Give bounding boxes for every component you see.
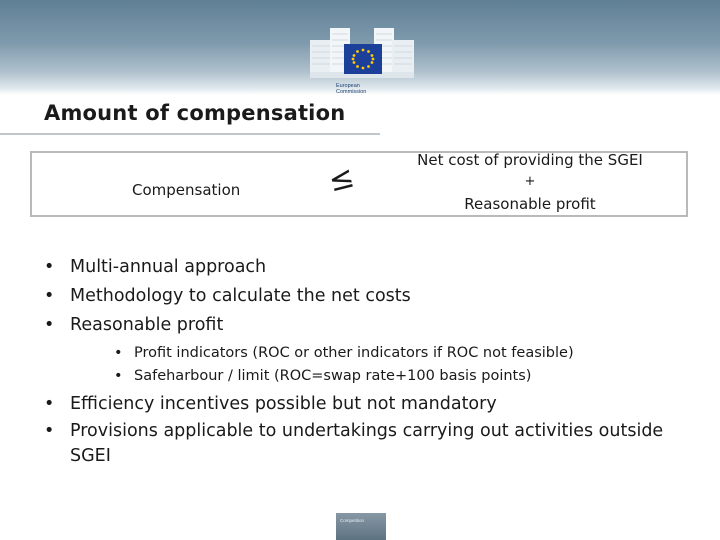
- formula-rhs-line2: Reasonable profit: [464, 195, 596, 213]
- footer-logo-text: Competition: [340, 518, 365, 523]
- formula-rhs-line1: Net cost of providing the SGEI: [417, 151, 643, 169]
- footer-competition-logo: [336, 513, 386, 540]
- list-item: [44, 419, 684, 469]
- logo-text: [336, 83, 366, 95]
- formula-plus: +: [524, 174, 536, 189]
- sub-list-item: [44, 365, 684, 388]
- european-commission-logo: [308, 10, 416, 95]
- list-item: [44, 311, 684, 340]
- bullet-icon: •: [44, 394, 55, 414]
- logo-text-line2: Commission: [336, 89, 367, 95]
- bullet-text: Efficiency incentives possible but not mandatory: [70, 394, 497, 414]
- list-item: [44, 253, 684, 282]
- bullet-list: [44, 253, 684, 469]
- eu-flag-icon: [344, 44, 382, 74]
- bullet-text: Reasonable profit: [70, 315, 224, 335]
- sub-bullet-text: Profit indicators (ROC or other indicators if ROC not feasible): [134, 345, 574, 361]
- list-item: [44, 282, 684, 311]
- bullet-icon: •: [114, 345, 123, 361]
- bullet-icon: •: [114, 368, 123, 384]
- formula-lhs: Compensation: [132, 181, 241, 199]
- bullet-icon: •: [44, 315, 55, 335]
- title-underline: [0, 133, 380, 135]
- bullet-text: Methodology to calculate the net costs: [70, 286, 411, 306]
- sub-list-item: [44, 342, 684, 365]
- less-or-equal-symbol: ≤: [325, 159, 358, 200]
- bullet-icon: •: [44, 421, 55, 441]
- bullet-icon: •: [44, 286, 55, 306]
- logo-text-line1: European: [336, 83, 360, 89]
- page-title: Amount of compensation: [44, 101, 346, 125]
- sub-bullet-list: [44, 342, 684, 388]
- sub-bullet-text: Safeharbour / limit (ROC=swap rate+100 basis points): [134, 368, 532, 384]
- bullet-text: Multi-annual approach: [70, 257, 267, 277]
- bullet-icon: •: [44, 257, 55, 277]
- formula-rhs: [385, 149, 675, 215]
- list-item: [44, 390, 684, 419]
- bullet-text: Provisions applicable to undertakings carrying out activities outside SGEI: [70, 421, 664, 466]
